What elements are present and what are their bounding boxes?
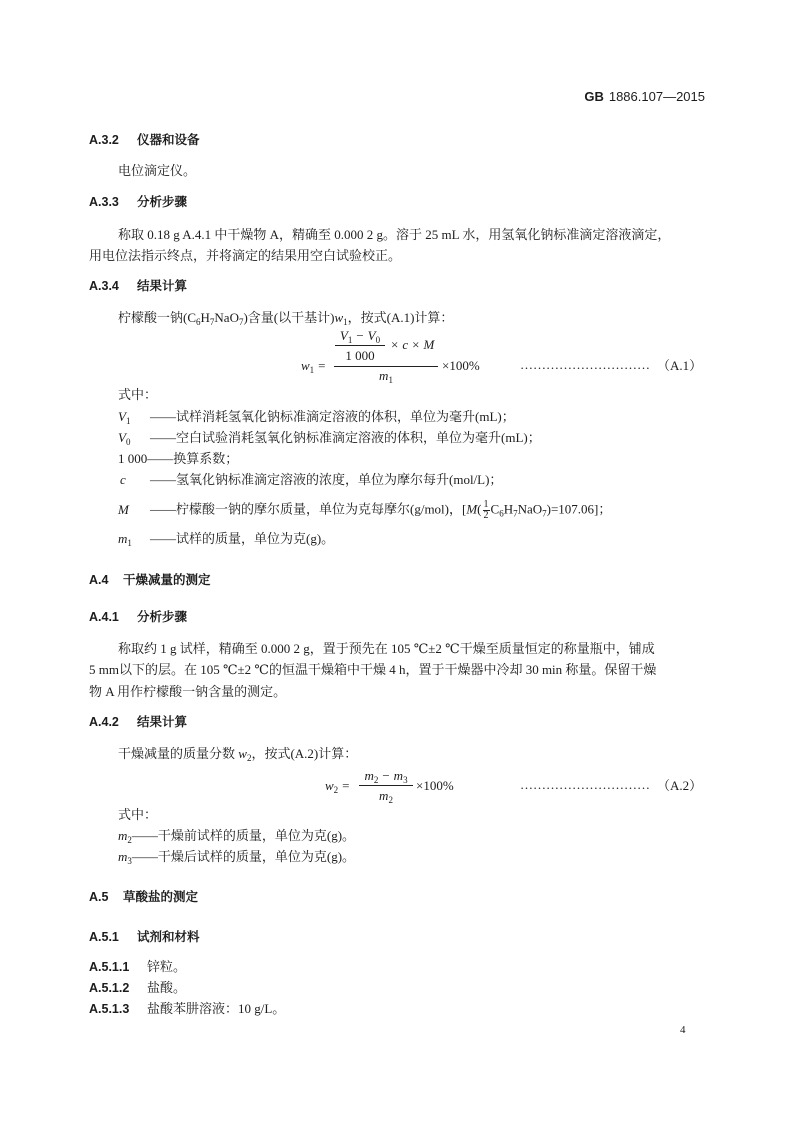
variable-m: m — [118, 828, 128, 843]
variable-v: V — [118, 409, 126, 424]
paragraph-a4-1-line: 称取约 1 g 试样，精确至 0.000 2 g，置于预先在 105 ℃±2 ℃干燥至质量恒定的称量瓶中，铺成 — [118, 641, 655, 656]
main-fraction-bar — [334, 366, 438, 367]
def-text-m1: ——试样的质量，单位为克(g)。 — [150, 531, 335, 546]
section-number-a3-3: A.3.3 — [89, 195, 119, 209]
minus-sign: − — [356, 328, 364, 343]
subscript: 1 — [388, 375, 393, 385]
item-number-a5-1-3: A.5.1.3 — [89, 1002, 130, 1016]
section-number-a4-1: A.4.1 — [89, 610, 119, 624]
def-symbol-1000: 1 000 — [118, 451, 148, 466]
formula-a1-intro — [118, 310, 453, 326]
text-part: )=107.06]； — [546, 501, 612, 517]
section-number-a3-4: A.3.4 — [89, 279, 119, 293]
formula-a1-multipliers — [387, 337, 434, 353]
text-part: ( — [477, 501, 482, 517]
section-number-a5: A.5 — [89, 890, 109, 904]
variable-w: w — [301, 358, 310, 373]
def-symbol-molar-mass — [118, 502, 129, 518]
def-symbol-v1 — [118, 409, 130, 425]
variable-v: V — [339, 328, 348, 343]
standard-prefix: GB — [584, 89, 604, 104]
subscript: 7 — [513, 508, 518, 519]
subscript: 2 — [373, 775, 379, 785]
variable-w: w — [238, 746, 247, 761]
variable-w: w — [325, 778, 334, 793]
variable-c: c — [120, 472, 126, 487]
text-part: H — [503, 501, 514, 517]
subscript: 2 — [127, 835, 132, 845]
section-title-a3-3: 分析步骤 — [137, 195, 188, 209]
subscript: 0 — [375, 335, 381, 345]
def-symbol-v0 — [118, 430, 130, 446]
subscript: 2 — [388, 795, 393, 805]
equals-sign: = — [342, 778, 350, 793]
def-text-c: ——氢氧化钠标准滴定溶液的浓度，单位为摩尔每升(mol/L)； — [150, 472, 503, 487]
item-text-hcl: 盐酸。 — [147, 980, 187, 995]
variable-m: m — [393, 768, 404, 783]
def-text-v1: ——试样消耗氢氧化钠标准滴定溶液的体积，单位为毫升(mL)； — [150, 409, 515, 424]
formula-a1-inner-numerator — [333, 328, 387, 344]
section-title-a5-1: 试剂和材料 — [137, 930, 200, 944]
section-title-a3-4: 结果计算 — [137, 279, 188, 293]
section-title-a4-1: 分析步骤 — [137, 610, 188, 624]
text-part: 柠檬酸一钠(C — [118, 310, 197, 325]
fraction-numerator: 1 — [483, 499, 489, 510]
where-label: 式中： — [118, 387, 158, 402]
section-title-a5: 草酸盐的测定 — [123, 890, 199, 904]
times-sign: × — [391, 337, 399, 352]
item-text-zinc: 锌粒。 — [147, 959, 187, 974]
subscript: 1 — [343, 317, 348, 327]
text-part: )含量(以干基计) — [243, 310, 335, 325]
paragraph-a3-3-line: 用电位法指示终点，并将滴定的结果用空白试验校正。 — [89, 248, 402, 263]
variable-v: V — [367, 328, 376, 343]
section-number-a5-1: A.5.1 — [89, 930, 119, 944]
text-part: C — [490, 501, 500, 517]
subscript: 2 — [246, 753, 252, 763]
variable-v: V — [118, 430, 126, 445]
text-part: NaO — [517, 501, 543, 517]
formula-a1-label: （A.1） — [657, 358, 703, 373]
fraction-denominator: 2 — [483, 510, 489, 521]
item-text-phenylhydrazine: 盐酸苯肼溶液：10 g/L。 — [147, 1001, 286, 1016]
formula-a2-lhs — [325, 778, 350, 794]
where-label: 式中： — [118, 807, 158, 822]
variable-w: w — [334, 310, 344, 325]
text-part: 干燥减量的质量分数 — [118, 746, 239, 761]
variable-c: c — [402, 337, 409, 352]
equals-sign: = — [318, 358, 326, 373]
item-number-a5-1-2: A.5.1.2 — [89, 981, 130, 995]
def-text-v0: ——空白试验消耗氢氧化钠标准滴定溶液的体积，单位为毫升(mL)； — [150, 430, 541, 445]
subscript: 0 — [125, 437, 131, 447]
formula-a1-inner-denominator: 1 000 — [345, 348, 375, 363]
formula-a2-label: （A.2） — [657, 778, 703, 793]
subscript: 6 — [499, 508, 504, 519]
formula-a1-lhs — [301, 358, 326, 374]
section-number-a4: A.4 — [89, 573, 109, 587]
variable-m: m — [118, 531, 128, 546]
paragraph-a3-3-line: 称取 0.18 g A.4.1 中干燥物 A，精确至 0.000 2 g。溶于 25 mL 水，用氢氧化钠标准滴定溶液滴定， — [118, 227, 671, 242]
formula-a2-denominator — [357, 788, 415, 804]
section-number-a4-2: A.4.2 — [89, 715, 119, 729]
subscript: 3 — [127, 856, 132, 866]
def-text-molar-mass — [150, 500, 611, 521]
variable-m-capital: M — [423, 337, 435, 352]
text-part: NaO — [214, 310, 239, 325]
subscript: 3 — [403, 775, 408, 785]
subscript: 7 — [542, 508, 547, 519]
formula-a2-numerator — [357, 768, 415, 784]
formula-a1-denominator — [334, 368, 438, 384]
standard-code — [584, 89, 705, 105]
subscript: 6 — [196, 317, 201, 327]
inner-fraction-bar — [335, 345, 385, 346]
formula-a2-intro — [118, 746, 357, 762]
half-fraction — [483, 500, 490, 521]
formula-a1-leader: ………………………… — [520, 357, 650, 372]
section-title-a4: 干燥减量的测定 — [123, 573, 211, 587]
def-text-m3: ——干燥后试样的质量，单位为克(g)。 — [131, 849, 356, 864]
times-sign: × — [412, 337, 420, 352]
text-part: ——柠檬酸一钠的摩尔质量，单位为克每摩尔(g/mol)，[ — [150, 501, 467, 517]
variable-m-capital: M — [466, 501, 478, 517]
main-fraction-bar — [359, 785, 413, 786]
paragraph-a4-1-line: 物 A 用作柠檬酸一钠含量的测定。 — [89, 684, 287, 699]
variable-m-capital: M — [118, 502, 129, 517]
def-text-conversion: ——换算系数； — [147, 451, 239, 466]
section-number-a3-2: A.3.2 — [89, 133, 119, 147]
formula-a2-factor: ×100% — [416, 778, 454, 793]
text-part: ，按式(A.2)计算： — [251, 746, 358, 761]
formula-a1-factor: ×100% — [442, 358, 480, 373]
paragraph-a4-1-line: 5 mm以下的层。在 105 ℃±2 ℃的恒温干燥箱中干燥 4 h，置于干燥器中冷却 30 min 称量。保留干燥 — [89, 662, 657, 677]
subscript: 1 — [125, 416, 131, 426]
text-part: H — [200, 310, 210, 325]
minus-sign: − — [382, 768, 390, 783]
paragraph-a3-2: 电位滴定仪。 — [118, 163, 197, 178]
def-symbol-c — [120, 472, 126, 488]
variable-m: m — [118, 849, 128, 864]
def-line-m2 — [118, 828, 355, 844]
subscript: 1 — [309, 365, 315, 375]
variable-m: m — [379, 788, 389, 803]
subscript: 7 — [238, 317, 244, 327]
subscript: 1 — [127, 538, 132, 548]
standard-number: 1886.107—2015 — [608, 89, 705, 104]
def-line-m3 — [118, 849, 355, 865]
text-part: ，按式(A.1)计算： — [347, 310, 454, 325]
subscript: 7 — [209, 317, 215, 327]
page-number: 4 — [680, 1024, 686, 1036]
formula-a2-leader: ………………………… — [520, 777, 650, 792]
def-symbol-m1 — [118, 531, 132, 547]
item-number-a5-1-1: A.5.1.1 — [89, 960, 130, 974]
section-title-a3-2: 仪器和设备 — [137, 133, 200, 147]
subscript: 1 — [347, 335, 353, 345]
subscript: 2 — [333, 785, 339, 795]
section-title-a4-2: 结果计算 — [137, 715, 188, 729]
def-line-conversion — [118, 451, 238, 467]
variable-m: m — [379, 368, 389, 383]
def-text-m2: ——干燥前试样的质量，单位为克(g)。 — [131, 828, 356, 843]
variable-m: m — [364, 768, 374, 783]
